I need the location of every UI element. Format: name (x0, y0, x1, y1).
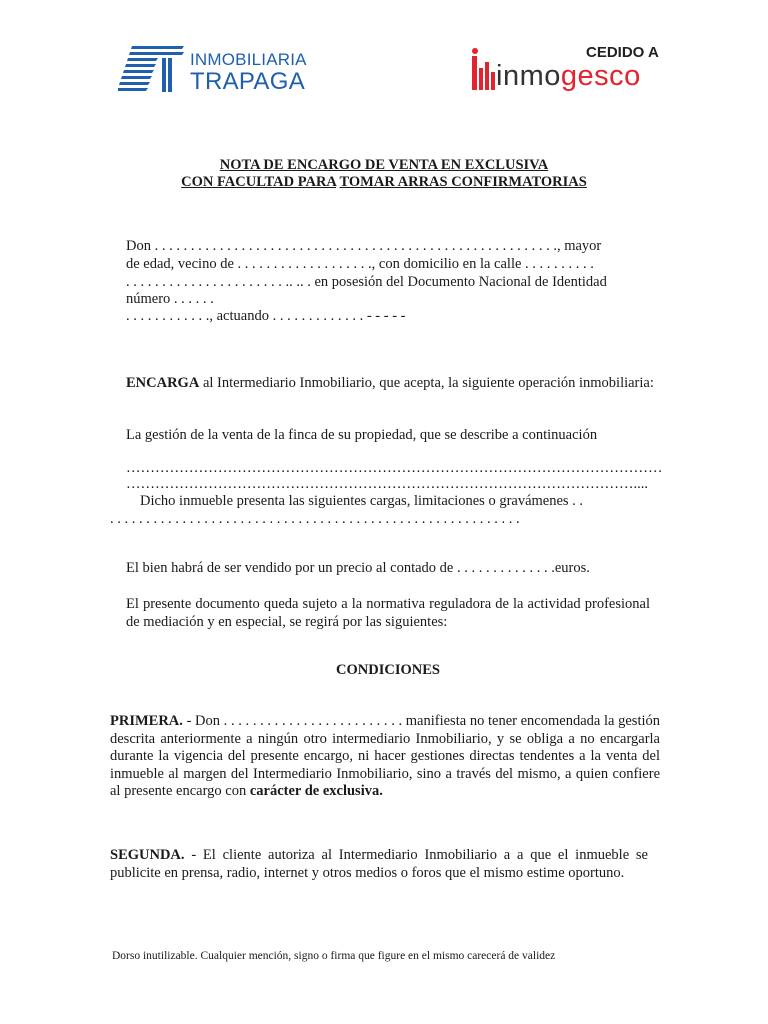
logo-line1: INMOBILIARIA (190, 50, 307, 69)
segunda-label: SEGUNDA. (110, 847, 185, 863)
primera-bold-end: carácter de exclusiva. (249, 783, 383, 799)
cargas-dots: . . . . . . . . . . . . . . . . . . . . . . . . . . . . . . . . . . . . . . . . . . . . . . . . . . . . . . . . . (110, 511, 520, 527)
cargas-line: Dicho inmueble presenta las siguientes cargas, limitaciones o gravámenes . . (140, 493, 584, 509)
intro-line-2: de edad, vecino de . . . . . . . . . . . . . . . . . . ., con domicilio en la calle . . . . . . . . . . (126, 256, 594, 272)
encarga-bold: ENCARGA (126, 375, 200, 391)
encarga-paragraph (126, 375, 658, 393)
primera-text: - Don . . . . . . . . . . . . . . . . . . . . . . . . . manifiesta no tener encomendada la gestión descrita anteriormente a ningún otro intermediario Inmobiliario, y se obliga a no encargarla durante la vigencia del presente encargo, ni hacer gestiones directas tendentes a la venta del inmueble al margen del Intermediario Inmobiliario, sino a través del mismo, a quien confiere al presente encargo con (110, 713, 660, 799)
encarga-text: al Intermediario Inmobiliario, que acepta, la siguiente operación inmobiliaria: (199, 375, 654, 391)
intro-line-3: . . . . . . . . . . . . . . . . . . . . . . .. .. . en posesión del Documento Nacional de Identidad (126, 274, 607, 290)
logo-line2: TRAPAGA (190, 68, 306, 95)
title-line2a: CON FACULTAD PARA (181, 174, 337, 190)
title-line1: NOTA DE ENCARGO DE VENTA EN EXCLUSIVA (219, 157, 549, 173)
title-line2b: TOMAR ARRAS CONFIRMATORIAS (339, 174, 587, 190)
trapaga-logo-mark-icon (118, 46, 184, 96)
normativa-paragraph: El presente documento queda sujeto a la normativa reguladora de la actividad profesional de mediación y en especial, se regirá por las siguientes: (126, 596, 650, 630)
footer-note: Dorso inutilizable. Cualquier mención, signo o firma que figure en el mismo carecerá de validez (112, 950, 556, 962)
inmogesco-wordmark (496, 60, 641, 93)
brand-inmo: inmo (496, 60, 561, 92)
document-title (0, 157, 768, 191)
description-dots-2: …………………………………………………………………………………………….... (126, 476, 648, 492)
intro-line-5: . . . . . . . . . . . ., actuando . . . . . . . . . . . . . - - - - - (126, 308, 406, 324)
brand-gesco: gesco (560, 60, 641, 92)
inmobiliaria-trapaga-logo (118, 42, 318, 102)
primera-paragraph (110, 713, 660, 801)
cedido-label: CEDIDO A (586, 44, 659, 61)
primera-label: PRIMERA. (110, 713, 183, 729)
segunda-text: - El cliente autoriza al Intermediario Inmobiliario a a que el inmueble se publicite en prensa, radio, internet y otros medios o foros que el mismo estime oportuno. (110, 847, 648, 881)
inmogesco-logo (468, 40, 668, 100)
condiciones-heading: CONDICIONES (336, 662, 440, 678)
intro-line-4: número . . . . . . (126, 291, 214, 307)
inmogesco-building-icon (468, 46, 496, 92)
description-dots-1: ………………………………………………………………………………………………… (126, 460, 663, 476)
intro-line-1: Don . . . . . . . . . . . . . . . . . . . . . . . . . . . . . . . . . . . . . . . . . . . . . . . . . . . . . . . ., mayor (126, 238, 602, 254)
precio-line: El bien habrá de ser vendido por un precio al contado de . . . . . . . . . . . . . .euros. (126, 560, 590, 576)
gestion-line: La gestión de la venta de la finca de su propiedad, que se describe a continuación (126, 427, 598, 443)
segunda-paragraph (110, 847, 648, 882)
